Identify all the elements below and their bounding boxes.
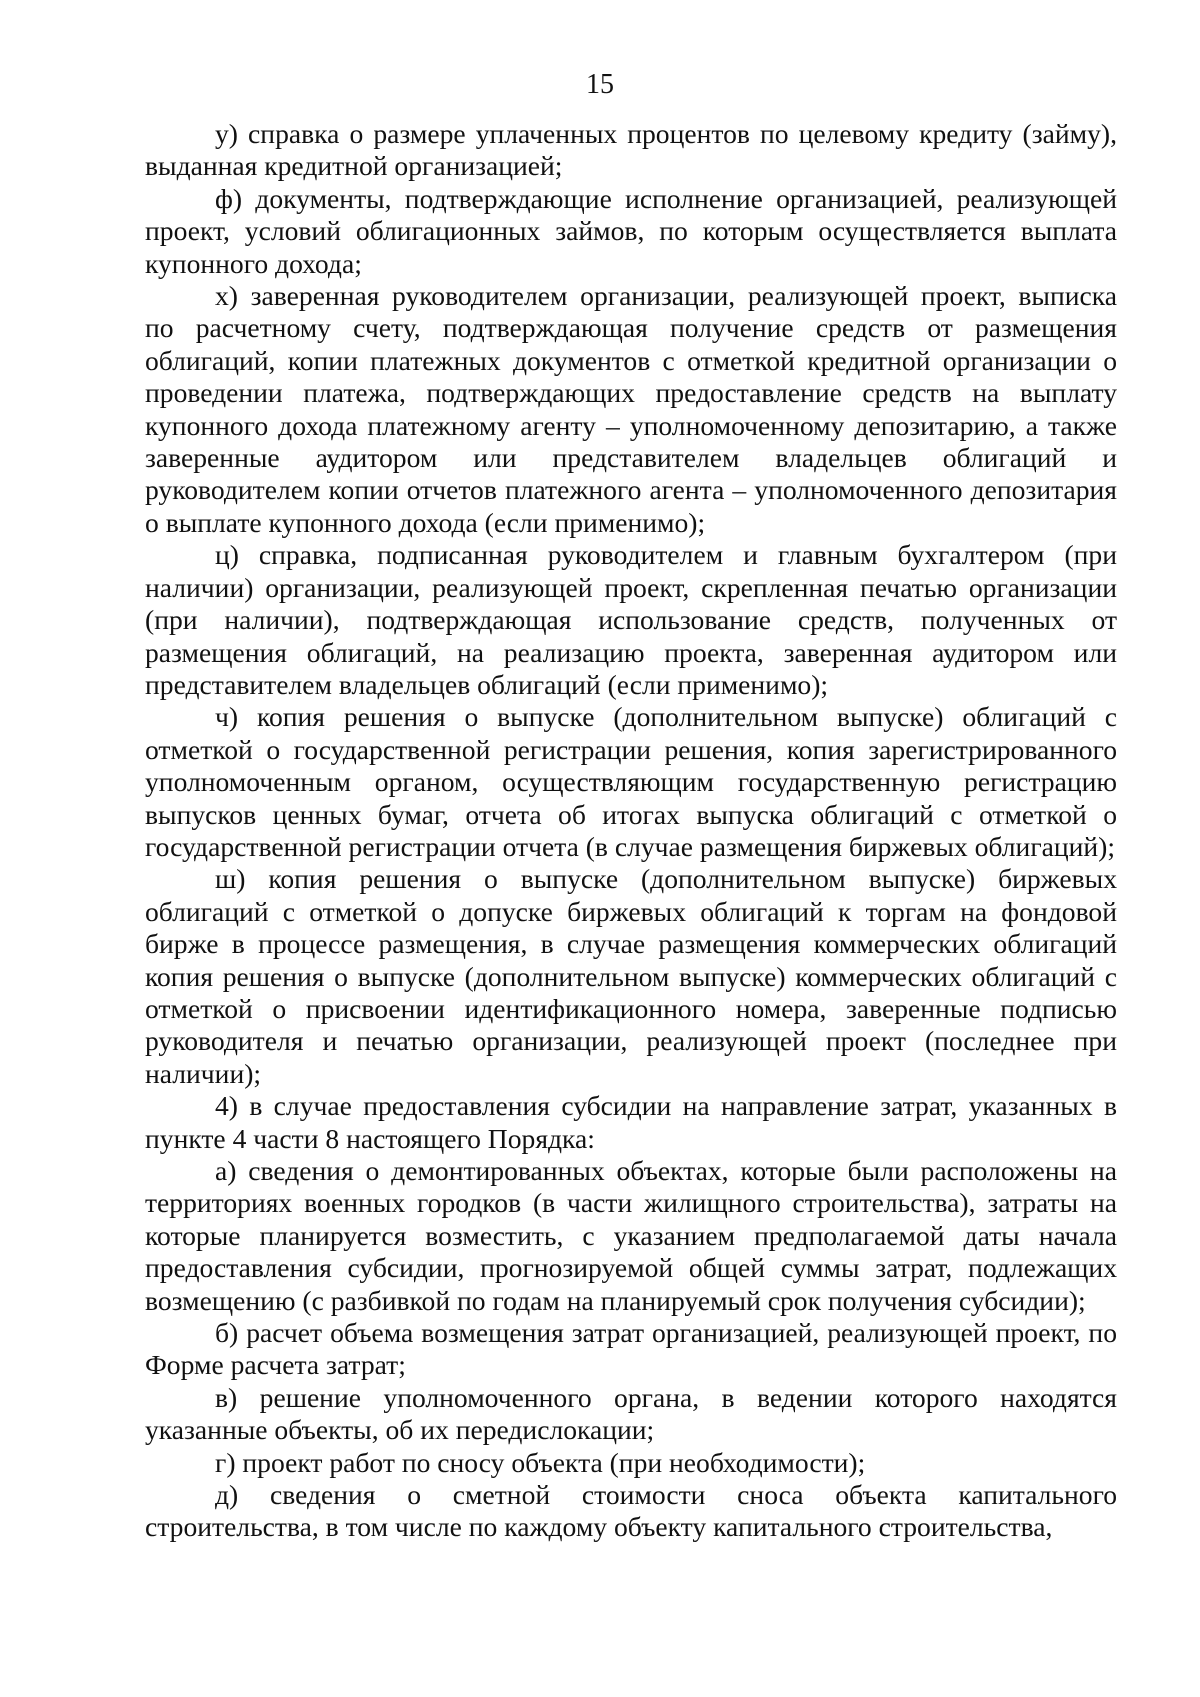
paragraph-item-4: 4) в случае предоставления субсидии на направление затрат, указанных в пункте 4 части 8 настоящего Порядка: bbox=[145, 1090, 1117, 1154]
paragraph-v: в) решение уполномоченного органа, в ведении которого находятся указанные объекты, об их передислокации; bbox=[145, 1381, 1117, 1446]
paragraph-b: б) расчет объема возмещения затрат организацией, реализующей проект, по Форме расчета затрат; bbox=[145, 1317, 1117, 1381]
document-body bbox=[145, 118, 1117, 1544]
paragraph-ch: ч) копия решения о выпуске (дополнительном выпуске) облигаций с отметкой о государственной регистрации решения, копия зарегистрированного уполномоченным органом, осуществляющим государственную регистрацию выпусков ценных бумаг, отчета об итогах выпуска облигаций с отметкой о государственной регистрации отчета (в случае размещения биржевых облигаций); bbox=[145, 701, 1117, 862]
paragraph-sh: ш) копия решения о выпуске (дополнительном выпуске) биржевых облигаций с отметкой о допуске биржевых облигаций к торгам на фондовой бирже в процессе размещения, в случае размещения коммерческих облигаций копия решения о выпуске (дополнительном выпуске) коммерческих облигаций с отметкой о присвоении идентификационного номера, заверенные подписью руководителя и печатью организации, реализующей проект (последнее при наличии); bbox=[145, 863, 1117, 1089]
paragraph-u: у) справка о размере уплаченных процентов по целевому кредиту (займу), выданная кредитной организацией; bbox=[145, 118, 1117, 182]
page-number: 15 bbox=[586, 69, 614, 100]
paragraph-d: д) сведения о сметной стоимости сноса объекта капитального строительства, в том числе по каждому объекту капитального строительства, bbox=[145, 1479, 1117, 1543]
paragraph-ts: ц) справка, подписанная руководителем и главным бухгалтером (при наличии) организации, реализующей проект, скрепленная печатью организации (при наличии), подтверждающая использование средств, полученных от размещения облигаций, на реализацию проекта, заверенная аудитором или представителем владельцев облигаций (если применимо); bbox=[145, 539, 1117, 700]
paragraph-g: г) проект работ по сносу объекта (при необходимости); bbox=[215, 1446, 866, 1478]
paragraph-kh: х) заверенная руководителем организации, реализующей проект, выписка по расчетному счету, подтверждающая получение средств от размещения облигаций, копии платежных документов с отметкой кредитной организации о проведении платежа, подтверждающих предоставление средств на выплату купонного дохода платежному агенту – уполномоченному депозитарию, а также заверенные аудитором или представителем владельцев облигаций и руководителем копии отчетов платежного агента – уполномоченного депозитария о выплате купонного дохода (если применимо); bbox=[145, 280, 1117, 538]
paragraph-f: ф) документы, подтверждающие исполнение организацией, реализующей проект, условий облигационных займов, по которым осуществляется выплата купонного дохода; bbox=[145, 182, 1117, 279]
paragraph-a: а) сведения о демонтированных объектах, которые были расположены на территориях военных городков (в части жилищного строительства), затраты на которые планируется возместить, с указанием предполагаемой даты начала предоставления субсидии, прогнозируемой общей суммы затрат, подлежащих возмещению (с разбивкой по годам на планируемый срок получения субсидии); bbox=[145, 1155, 1117, 1316]
